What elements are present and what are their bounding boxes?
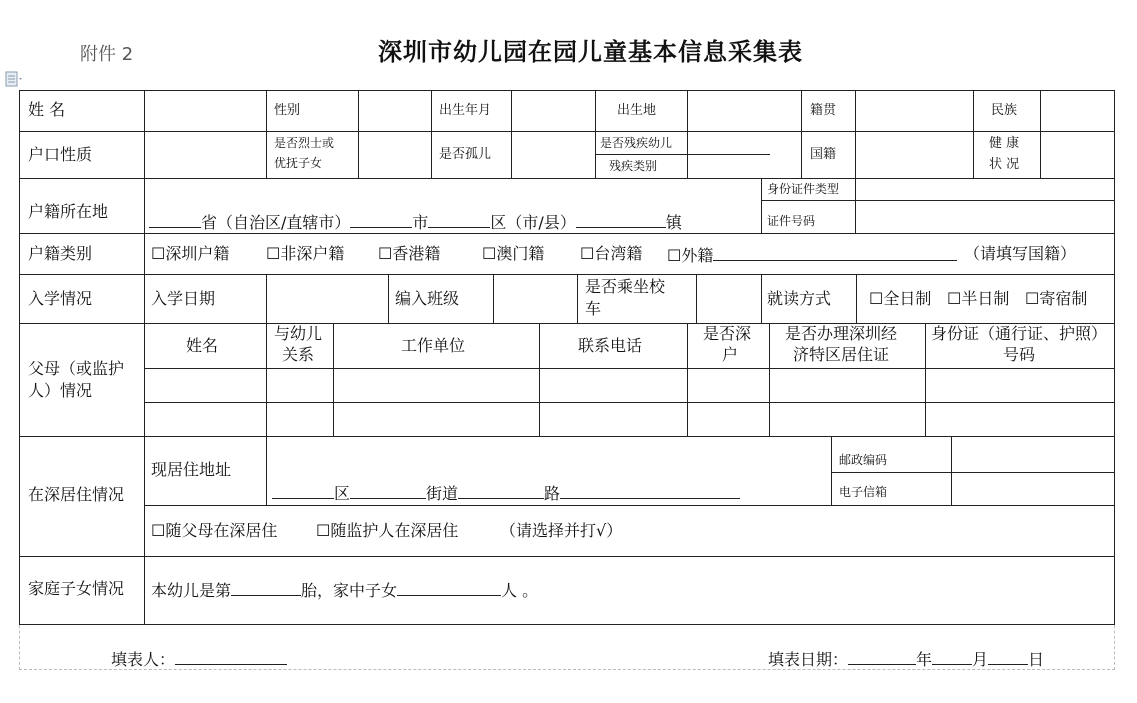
col-workplace: 工作单位 [401,336,466,355]
col-relation-1: 与幼儿 [274,324,323,343]
hukou-category-label: 户籍类别 [28,244,93,263]
checkbox-with-guardian[interactable]: ☐随监护人在深居住 [316,521,459,540]
class-label: 编入班级 [395,289,460,308]
nationality-label: 国籍 [810,147,837,162]
hukou-address-line[interactable]: 省（自治区/直辖市） 市 区（市/县） 镇 [149,213,682,231]
checkbox-shenzhen-hukou[interactable]: ☐深圳户籍 [151,244,230,263]
hukou-location-label: 户籍所在地 [28,202,109,221]
document-icon [3,70,25,92]
martyr-label-1: 是否烈士或 [274,136,335,150]
health-label-2: 状 况 [989,157,1020,172]
enrollment-label: 入学情况 [28,289,93,308]
checkbox-boarding[interactable]: ☐寄宿制 [1025,289,1088,308]
residence-label: 在深居住情况 [28,485,125,504]
form-title: 深圳市幼儿园在园儿童基本信息采集表 [378,38,803,66]
col-permit-1: 是否办理深圳经 [785,324,898,343]
attachment-label: 附件 2 [80,44,134,65]
enroll-date-label: 入学日期 [151,289,216,308]
orphan-label: 是否孤儿 [439,147,492,162]
checkbox-non-shenzhen-hukou[interactable]: ☐非深户籍 [266,244,345,263]
id-type-label: 身份证件类型 [767,182,840,196]
checkbox-half-day[interactable]: ☐半日制 [947,289,1010,308]
filler-field[interactable]: 填表人： [111,650,287,668]
col-permit-2: 济特区居住证 [793,345,890,364]
health-label-1: 健 康 [989,136,1020,151]
checkbox-foreign[interactable]: ☐外籍 [667,246,957,264]
nationality-note: （请填写国籍） [964,244,1077,263]
col-relation-2: 关系 [282,345,315,364]
disabled-label: 是否残疾幼儿 [600,136,673,150]
address-line[interactable]: 区 街道 路 [272,484,740,502]
id-number-label: 证件号码 [767,214,816,228]
birth-place-label: 出生地 [617,103,657,118]
parents-label-2: 人）情况 [28,381,93,400]
family-label: 家庭子女情况 [28,579,125,598]
col-phone: 联系电话 [578,336,643,355]
hukou-type-label: 户口性质 [28,145,93,164]
family-sentence[interactable]: 本幼儿是第 胎，家中子女 人 。 [151,581,539,600]
ethnicity-label: 民族 [991,103,1018,118]
birth-date-label: 出生年月 [439,103,492,118]
form-table [19,90,1115,625]
origin-label: 籍贯 [810,103,837,118]
residence-note: （请选择并打√） [500,521,623,540]
postal-code-label: 邮政编码 [839,453,888,467]
col-sz-hukou-1: 是否深 [703,324,752,343]
martyr-label-2: 优抚子女 [274,156,323,170]
checkbox-taiwan[interactable]: ☐台湾籍 [580,244,643,263]
col-sz-hukou-2: 户 [722,345,739,364]
checkbox-macau[interactable]: ☐澳门籍 [482,244,545,263]
email-label: 电子信箱 [839,485,888,499]
gender-label: 性别 [274,103,301,118]
col-id-2: 号码 [1003,345,1036,364]
checkbox-with-parents[interactable]: ☐随父母在深居住 [151,521,278,540]
name-label: 姓 名 [28,100,66,119]
school-bus-label-2: 车 [585,299,602,318]
school-bus-label-1: 是否乘坐校 [585,277,666,296]
checkbox-full-day[interactable]: ☐全日制 [869,289,932,308]
study-mode-label: 就读方式 [767,289,832,308]
disability-type-label: 残疾类别 [609,159,658,173]
fill-date-field[interactable]: 填表日期： 年 月 日 [768,650,1045,669]
checkbox-hongkong[interactable]: ☐香港籍 [378,244,441,263]
col-name: 姓名 [186,336,219,355]
parents-label-1: 父母（或监护 [28,359,125,378]
current-address-label: 现居住地址 [151,460,232,479]
col-id-1: 身份证（通行证、护照） [931,324,1108,343]
